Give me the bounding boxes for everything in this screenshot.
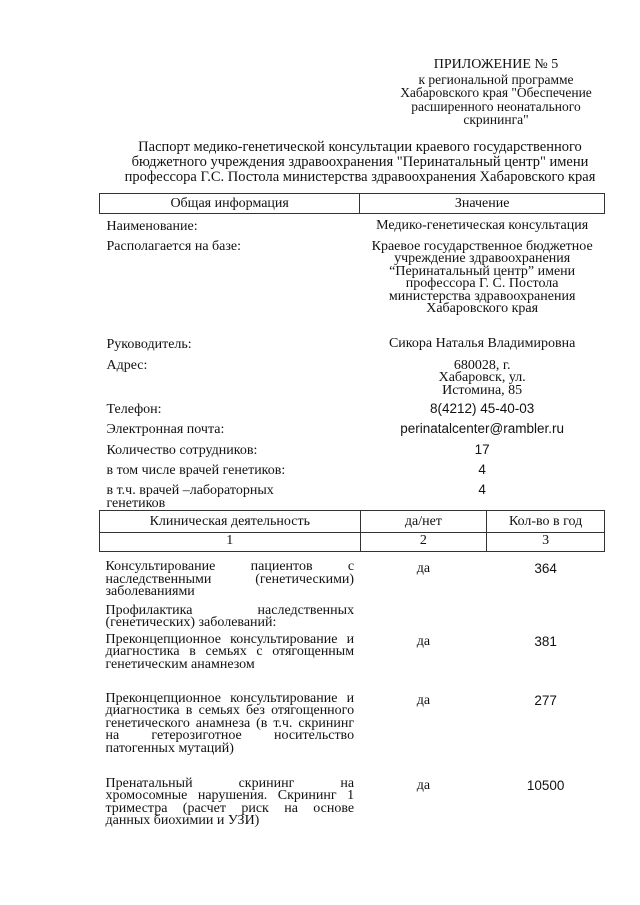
annex-header [380, 58, 612, 127]
activity-cell: Профилактика наследственных (генетических) заболеваний: [105, 602, 355, 630]
row-value: Краевое государственное бюджетное учреждение здравоохранения “Перинатальный центр” имени профессора Г. С. Постола министерства здравоохранения Хабаровского края [371, 238, 593, 316]
count-cell: 277 [534, 692, 557, 708]
annex-line: скрининга" [463, 112, 529, 127]
row-label: Телефон: [106, 402, 162, 417]
table-row [100, 333, 605, 355]
annex-line: к региональной программе [418, 71, 574, 87]
activity-cell: Преконцепционное консультирование и диагностика в семьях с отягощенным генетическим анамнезом [105, 631, 355, 672]
count-cell [487, 599, 605, 632]
column-number: 2 [360, 533, 487, 552]
passport-title-line: бюджетного учреждения здравоохранения "Перинатальный центр" имени [131, 154, 589, 170]
row-label: Наименование: [106, 219, 198, 234]
row-value: 680028, г. Хабаровск, ул. Истомина, 85 [438, 357, 526, 398]
row-value: Сикора Наталья Владимировна [388, 335, 576, 351]
table-row [100, 417, 605, 438]
row-label: Располагается на базе: [106, 238, 242, 254]
table-row [100, 478, 605, 510]
yes-no-cell: да [416, 561, 431, 576]
row-value: 17 [474, 442, 490, 457]
header-count-per-year: Кол-во в год [487, 511, 605, 533]
row-value: 4 [478, 482, 486, 497]
clinical-header-row [100, 511, 605, 533]
table-row [100, 690, 605, 776]
table-row [100, 599, 605, 632]
table-row [100, 632, 605, 690]
table-row [100, 776, 605, 836]
general-info-header-row [100, 194, 605, 214]
activity-cell: Консультирование пациентов с наследственными (генетическими) заболеваниями [105, 559, 355, 599]
table-row [100, 438, 605, 458]
row-value: Медико-генетическая консультация [376, 218, 589, 233]
column-number: 3 [487, 533, 605, 552]
row-value: perinatalcenter@rambler.ru [400, 421, 565, 436]
header-value: Значение [360, 194, 605, 214]
column-number-row [100, 533, 605, 552]
annex-line: расширенного неонатального [411, 98, 581, 114]
passport-title-line: Паспорт медико-генетической консультации краевого государственного [138, 139, 582, 155]
yes-no-cell [360, 599, 487, 632]
row-value: 8(4212) 45-40-03 [429, 401, 535, 416]
table-row [100, 214, 605, 235]
row-label: Количество сотрудников: [106, 443, 258, 458]
count-cell: 381 [534, 633, 557, 649]
passport-title [100, 140, 620, 185]
row-label: Электронная почта: [106, 422, 225, 437]
row-label: в т.ч. врачей –лабораторных генетиков [106, 483, 274, 511]
row-value: 4 [478, 462, 486, 477]
table-row [100, 355, 605, 398]
header-general-info: Общая информация [100, 194, 360, 214]
general-info-table [99, 193, 605, 510]
table-row [100, 552, 605, 599]
column-number: 1 [100, 533, 361, 552]
row-label: в том числе врачей генетиков: [106, 463, 286, 478]
count-cell: 364 [534, 561, 557, 576]
clinical-activity-table [99, 510, 605, 836]
table-row [100, 235, 605, 333]
activity-cell: Пренатальный скрининг на хромосомные нарушения. Скрининг 1 триместра (расчет риск на основе данных биохимии и УЗИ) [105, 775, 355, 828]
table-row [100, 397, 605, 417]
row-label: Адрес: [106, 357, 148, 373]
count-cell: 10500 [526, 777, 565, 793]
activity-cell: Преконцепционное консультирование и диагностика в семьях без отягощенного генетического анамнеза (в т.ч. скрининг на гетерозиготное носительство патогенных мутаций) [105, 690, 355, 756]
table-row [100, 458, 605, 478]
row-label: Руководитель: [106, 336, 192, 352]
annex-title: ПРИЛОЖЕНИЕ № 5 [433, 57, 559, 72]
yes-no-cell: да [416, 777, 431, 793]
yes-no-cell: да [416, 692, 431, 708]
header-yes-no: да/нет [360, 511, 487, 533]
yes-no-cell: да [416, 633, 431, 649]
passport-title-line: профессора Г.С. Постола министерства здравоохранения Хабаровского края [124, 169, 596, 185]
header-activity: Клиническая деятельность [100, 511, 361, 533]
annex-line: Хабаровского края "Обеспечение [400, 85, 592, 100]
